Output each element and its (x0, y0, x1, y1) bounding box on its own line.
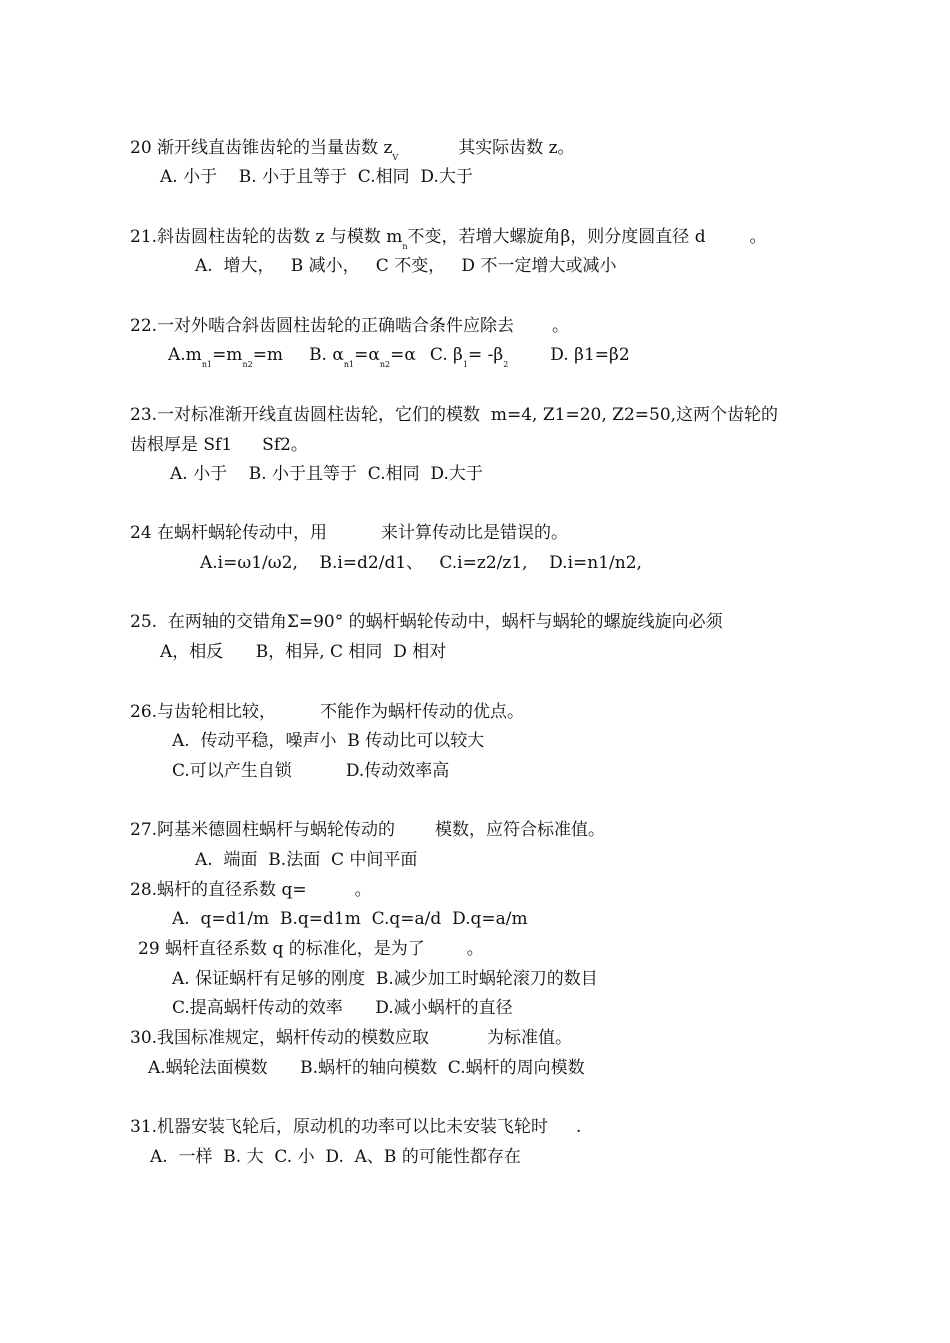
subscript: n2 (242, 360, 253, 369)
stem-text: 21.斜齿圆柱齿轮的齿数 z 与模数 m (130, 227, 403, 247)
option-b: =α (390, 345, 416, 365)
stem-text: 31.机器安装飞轮后，原动机的功率可以比未安装飞轮时 (130, 1117, 549, 1137)
question-20-options: A. 小于 B. 小于且等于 C.相同 D.大于 (160, 167, 473, 187)
question-23-options: A. 小于 B. 小于且等于 C.相同 D.大于 (170, 464, 483, 484)
question-26-options: C.可以产生自锁 D.传动效率高 (172, 761, 450, 781)
stem-text: Sf2。 (262, 435, 308, 455)
question-29-options: C.提高蜗杆传动的效率 D.减小蜗杆的直径 (172, 998, 513, 1018)
question-26-stem (130, 701, 524, 723)
stem-text: 为标准值。 (487, 1028, 573, 1048)
question-28-options: A. q=d1/m B.q=d1m C.q=a/d D.q=a/m (172, 909, 528, 929)
stem-text: 26.与齿轮相比较， (130, 702, 277, 722)
option-c: = -β (467, 345, 504, 365)
stem-text: 。 (354, 880, 372, 900)
stem-text: 24 在蜗杆蜗轮传动中，用 (130, 523, 328, 543)
stem-text: 齿根厚是 Sf1 (130, 435, 233, 455)
question-25-stem: 25. 在两轴的交错角Σ=90° 的蜗杆蜗轮传动中，蜗杆与蜗轮的螺旋线旋向必须 (130, 612, 723, 632)
question-23-stem-cont (130, 434, 308, 456)
stem-text: 不变，若增大螺旋角β，则分度圆直径 d (407, 227, 706, 247)
stem-text: 模数，应符合标准值。 (435, 820, 606, 840)
stem-text: 。 (552, 316, 570, 336)
question-24-options: A.i=ω1/ω2, B.i=d2/d1、 C.i=z2/z1, D.i=n1/n2, (200, 553, 642, 573)
option-b: =α (354, 345, 380, 365)
stem-text: 不能作为蜗杆传动的优点。 (320, 702, 525, 722)
subscript: n (402, 242, 408, 251)
question-30-options: A.蜗轮法面模数 B.蜗杆的轴向模数 C.蜗杆的周向模数 (148, 1058, 585, 1078)
question-27-options: A. 端面 B.法面 C 中间平面 (195, 850, 418, 870)
subscript: V (392, 153, 399, 162)
question-22-stem (130, 315, 569, 337)
question-23-stem: 23.一对标准渐开线直齿圆柱齿轮，它们的模数 m=4, Z1=20, Z2=50,这两个齿轮的 (130, 405, 779, 425)
question-22-options (168, 344, 630, 369)
question-26-options: A. 传动平稳，噪声小 B 传动比可以较大 (172, 731, 485, 751)
subscript: n1 (201, 360, 213, 369)
question-28-stem (130, 879, 372, 901)
question-29-stem (138, 938, 484, 960)
stem-text: 22.一对外啮合斜齿圆柱齿轮的正确啮合条件应除去 (130, 316, 515, 336)
stem-text: 27.阿基米德圆柱蜗杆与蜗轮传动的 (130, 820, 396, 840)
stem-text: 。 (749, 227, 767, 247)
stem-text: 28.蜗杆的直径系数 q= (130, 880, 307, 900)
question-29-options: A. 保证蜗杆有足够的刚度 B.减少加工时蜗轮滚刀的数目 (172, 969, 598, 989)
question-21-options: A. 增大， B 减小， C 不变， D 不一定增大或减小 (195, 256, 617, 276)
option-b: B. α (309, 345, 344, 365)
question-31-options: A. 一样 B. 大 C. 小 D. A、B 的可能性都存在 (150, 1147, 521, 1167)
stem-text: 。 (466, 939, 484, 959)
option-a: A.m (168, 345, 202, 365)
option-d: D. β1=β2 (550, 345, 630, 365)
question-21-stem (130, 226, 767, 251)
question-30-stem (130, 1027, 572, 1049)
stem-text: . (576, 1117, 582, 1137)
stem-text: 20 渐开线直齿锥齿轮的当量齿数 z (130, 138, 393, 158)
question-25-options: A，相反 B，相异, C 相同 D 相对 (160, 642, 447, 662)
subscript: n2 (379, 360, 391, 369)
subscript: 1 (462, 360, 468, 369)
question-31-stem (130, 1116, 581, 1138)
question-24-stem (130, 522, 568, 544)
subscript: 2 (503, 360, 509, 369)
option-c: C. β (429, 345, 463, 365)
question-27-stem (130, 819, 605, 841)
stem-text: 30.我国标准规定，蜗杆传动的模数应取 (130, 1028, 430, 1048)
stem-text: 其实际齿数 z。 (458, 138, 575, 158)
question-20-stem (130, 137, 575, 162)
option-a: =m (252, 345, 284, 365)
subscript: n1 (343, 360, 355, 369)
stem-text: 29 蜗杆直径系数 q 的标准化，是为了 (138, 939, 425, 959)
option-a: =m (212, 345, 243, 365)
stem-text: 来计算传动比是错误的。 (381, 523, 569, 543)
